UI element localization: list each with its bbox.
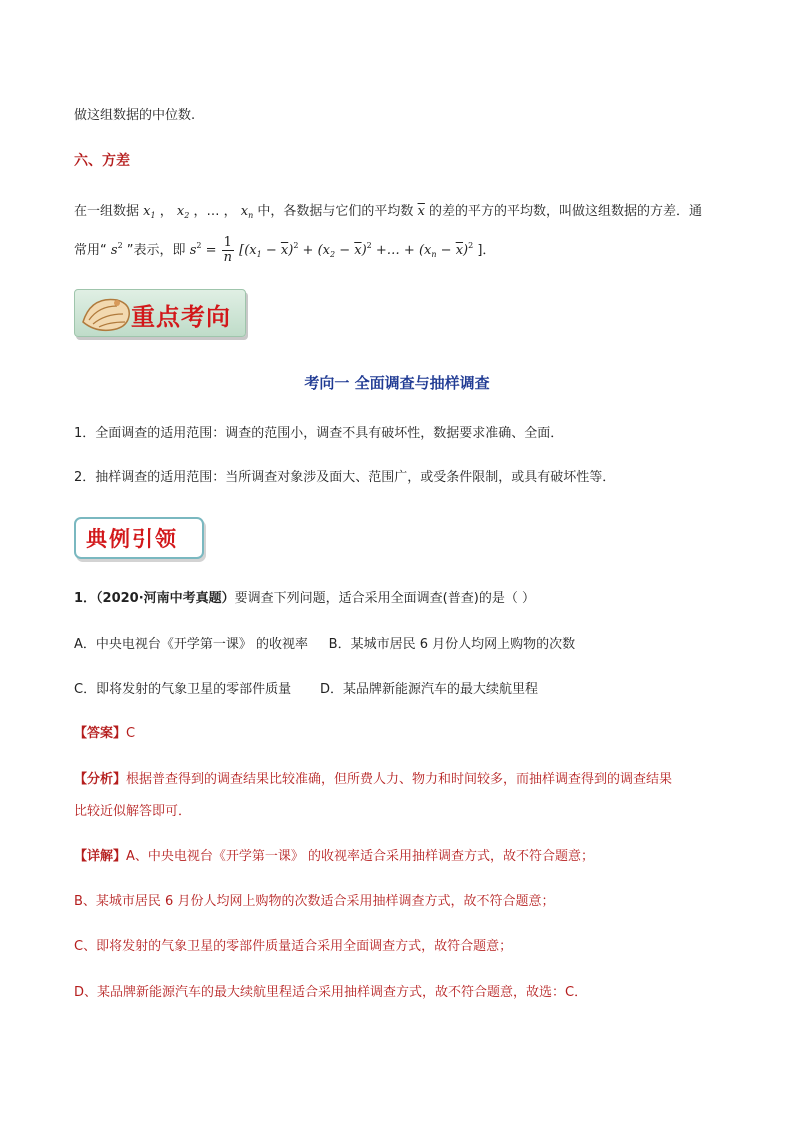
superscript: 2 [117,241,123,250]
text-segment: 常用“ [74,243,107,258]
formula-term: + (x [302,243,330,258]
question-text: 要调查下列问题，适合采用全面调查(普查)的是（ ） [234,591,535,606]
detail-text: A、中央电视台《开学第一课》 的收视率适合采用抽样调查方式，故不符合题意； [126,849,595,864]
answer-label: 【答案】 [74,726,127,741]
subscript: n [248,211,254,220]
symbol-x-bar: $\overline{x}$ [417,204,425,219]
typical-examples-badge [74,517,204,559]
analysis-text: 根据普查得到的调查结果比较准确，但所费人力、物力和时间较多，而抽样调查得到的调查结果 [126,772,673,787]
paren: ) [361,243,367,258]
intro-tail-text: 做这组数据的中位数. [74,108,196,123]
variance-paragraph-line1 [74,200,702,220]
subscript: 2 [184,211,190,220]
question-source: （2020·河南中考真题） [96,591,235,606]
symbol-s-letter: s [110,243,118,258]
answer-value: C [126,726,136,741]
superscript: 2 [366,241,372,250]
symbol-x1 [143,204,155,219]
symbol-x2 [177,204,189,219]
text-segment: 的差的平方的平均数，叫做这组数据的方差．通 [429,204,703,219]
symbol-x: x [143,204,151,219]
answer [74,722,135,741]
fraction [222,236,234,264]
subscript: 1 [256,250,262,259]
formula-term: +… + (x [375,243,432,258]
banner-title: 重点考向 [131,302,231,331]
analysis-line-2: 比较近似解答即可． [74,804,192,819]
badge-title: 典例引领 [86,526,178,551]
text-segment: ”表示，即 [126,243,186,258]
detail-line-1 [74,845,594,864]
detail-line-3: C、即将发射的气象卫星的零部件质量适合采用全面调查方式，故符合题意； [74,939,513,954]
symbol-s [111,243,123,258]
subscript: 1 [150,211,156,220]
detail-label: 【详解】 [74,849,127,864]
options-line-1: A．中央电视台《开学第一课》 的收视率 B．某城市居民 6 月份人均网上购物的次数 [74,637,576,652]
text-segment: 中，各数据与它们的平均数 [257,204,414,219]
point-2: 2．抽样调查的适用范围：当所调查对象涉及面大、范围广，或受条件限制，或具有破坏性等． [74,470,616,485]
text-segment: 在一组数据 [74,204,140,219]
symbol-xn [241,204,254,219]
symbol-x-bar: $\overline{x}$ [280,243,289,258]
variance-formula-line [74,230,495,271]
point-1: 1．全面调查的适用范围：调查的范围小，调查不具有破坏性，数据要求准确、全面． [74,426,564,441]
section-title: 考向一 全面调查与抽样调查 [304,374,490,392]
symbol-x: x [176,204,185,219]
symbol-x-bar: $\overline{x}$ [354,243,362,258]
subscript: n [431,250,437,259]
superscript: 2 [293,241,299,250]
formula [189,235,478,265]
variance-heading: 六、方差 [74,153,130,169]
fraction-denominator: n [223,250,232,265]
minus-sign: − [261,243,281,258]
paren: ) [463,243,469,258]
analysis-label: 【分析】 [74,772,127,787]
seashell-icon [77,292,133,334]
subscript: 2 [329,250,336,259]
separator: ，… ， [193,204,237,219]
fraction-numerator: 1 [222,236,234,251]
detail-line-2: B、某城市居民 6 月份人均网上购物的次数适合采用抽样调查方式，故不符合题意； [74,894,555,909]
question-number: 1． [74,591,97,606]
options-line-2: C．即将发射的气象卫星的零部件质量 D．某品牌新能源汽车的最大续航里程 [74,682,539,697]
equals-sign: = [201,243,221,258]
separator: ， [159,204,173,219]
formula-term: [(x [239,243,257,258]
minus-sign: − [436,243,456,258]
minus-sign: − [335,243,355,258]
superscript: 2 [468,241,474,250]
symbol-s-letter: s [189,243,197,258]
question-stem [74,587,535,606]
superscript: 2 [196,241,202,250]
analysis-line-1 [74,768,672,787]
detail-line-4: D、某品牌新能源汽车的最大续航里程适合采用抽样调查方式，故不符合题意，故选：C． [74,985,588,1000]
text-segment: ]． [477,243,496,258]
paren: ) [288,243,294,258]
symbol-x: x [240,204,249,219]
key-directions-banner [74,289,246,337]
symbol-x-bar: $\overline{x}$ [455,243,464,258]
